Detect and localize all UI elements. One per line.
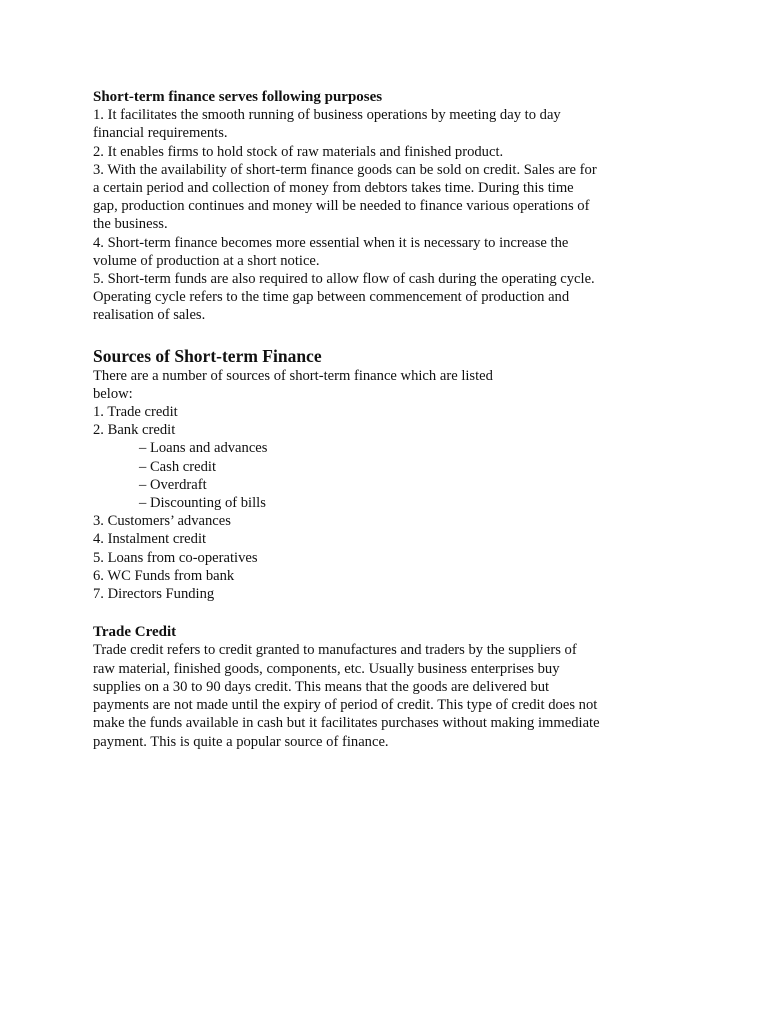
list-item: 6. WC Funds from bank [93,567,235,584]
sources-intro-line: below: [93,385,133,402]
purposes-section [93,88,653,325]
purposes-line: financial requirements. [93,125,228,142]
bank-credit-subitem: – Loans and advances [139,440,268,457]
list-item: 4. Instalment credit [93,531,207,548]
purposes-line: the business. [93,216,168,233]
list-item: 2. Bank credit [93,422,176,439]
purposes-line: gap, production continues and money will be needed to finance various operations of [93,198,590,215]
purposes-line: 4. Short-term finance becomes more essential when it is necessary to increase the [93,234,569,251]
purposes-line: realisation of sales. [93,307,206,324]
purposes-line: a certain period and collection of money from debtors takes time. During this time [93,180,574,197]
trade-credit-line: supplies on a 30 to 90 days credit. This means that the goods are delivered but [93,678,550,695]
purposes-line: 2. It enables firms to hold stock of raw materials and finished product. [93,143,504,160]
trade-credit-line: payment. This is quite a popular source of finance. [93,733,389,750]
list-item: 3. Customers’ advances [93,513,231,530]
sources-intro-line: There are a number of sources of short-term finance which are listed [93,367,493,384]
sources-section [93,345,653,604]
sources-heading: Sources of Short-term Finance [93,345,322,366]
document-body [93,88,653,751]
list-item: 5. Loans from co-operatives [93,549,258,566]
bank-credit-subitem: – Discounting of bills [139,495,266,512]
bank-credit-subitem: – Overdraft [139,476,207,493]
list-item: 7. Directors Funding [93,586,215,603]
purposes-line: 5. Short-term funds are also required to allow flow of cash during the operating cycle. [93,271,595,288]
trade-credit-line: payments are not made until the expiry of period of credit. This type of credit does not [93,697,598,714]
bank-credit-subitem: – Cash credit [139,458,217,475]
purposes-line: 1. It facilitates the smooth running of business operations by meeting day to day [93,107,561,124]
list-item: 1. Trade credit [93,404,178,421]
purposes-line: Operating cycle refers to the time gap between commencement of production and [93,289,570,306]
purposes-line: 3. With the availability of short-term finance goods can be sold on credit. Sales are for [93,161,597,178]
trade-credit-line: make the funds available in cash but it facilitates purchases without making immediate [93,715,600,732]
purposes-heading: Short-term finance serves following purposes [93,89,383,105]
trade-credit-section [93,623,653,750]
trade-credit-line: Trade credit refers to credit granted to manufactures and traders by the suppliers of [93,642,577,659]
trade-credit-line: raw material, finished goods, components, etc. Usually business enterprises buy [93,660,560,677]
purposes-line: volume of production at a short notice. [93,252,320,269]
trade-credit-heading: Trade Credit [93,624,177,641]
